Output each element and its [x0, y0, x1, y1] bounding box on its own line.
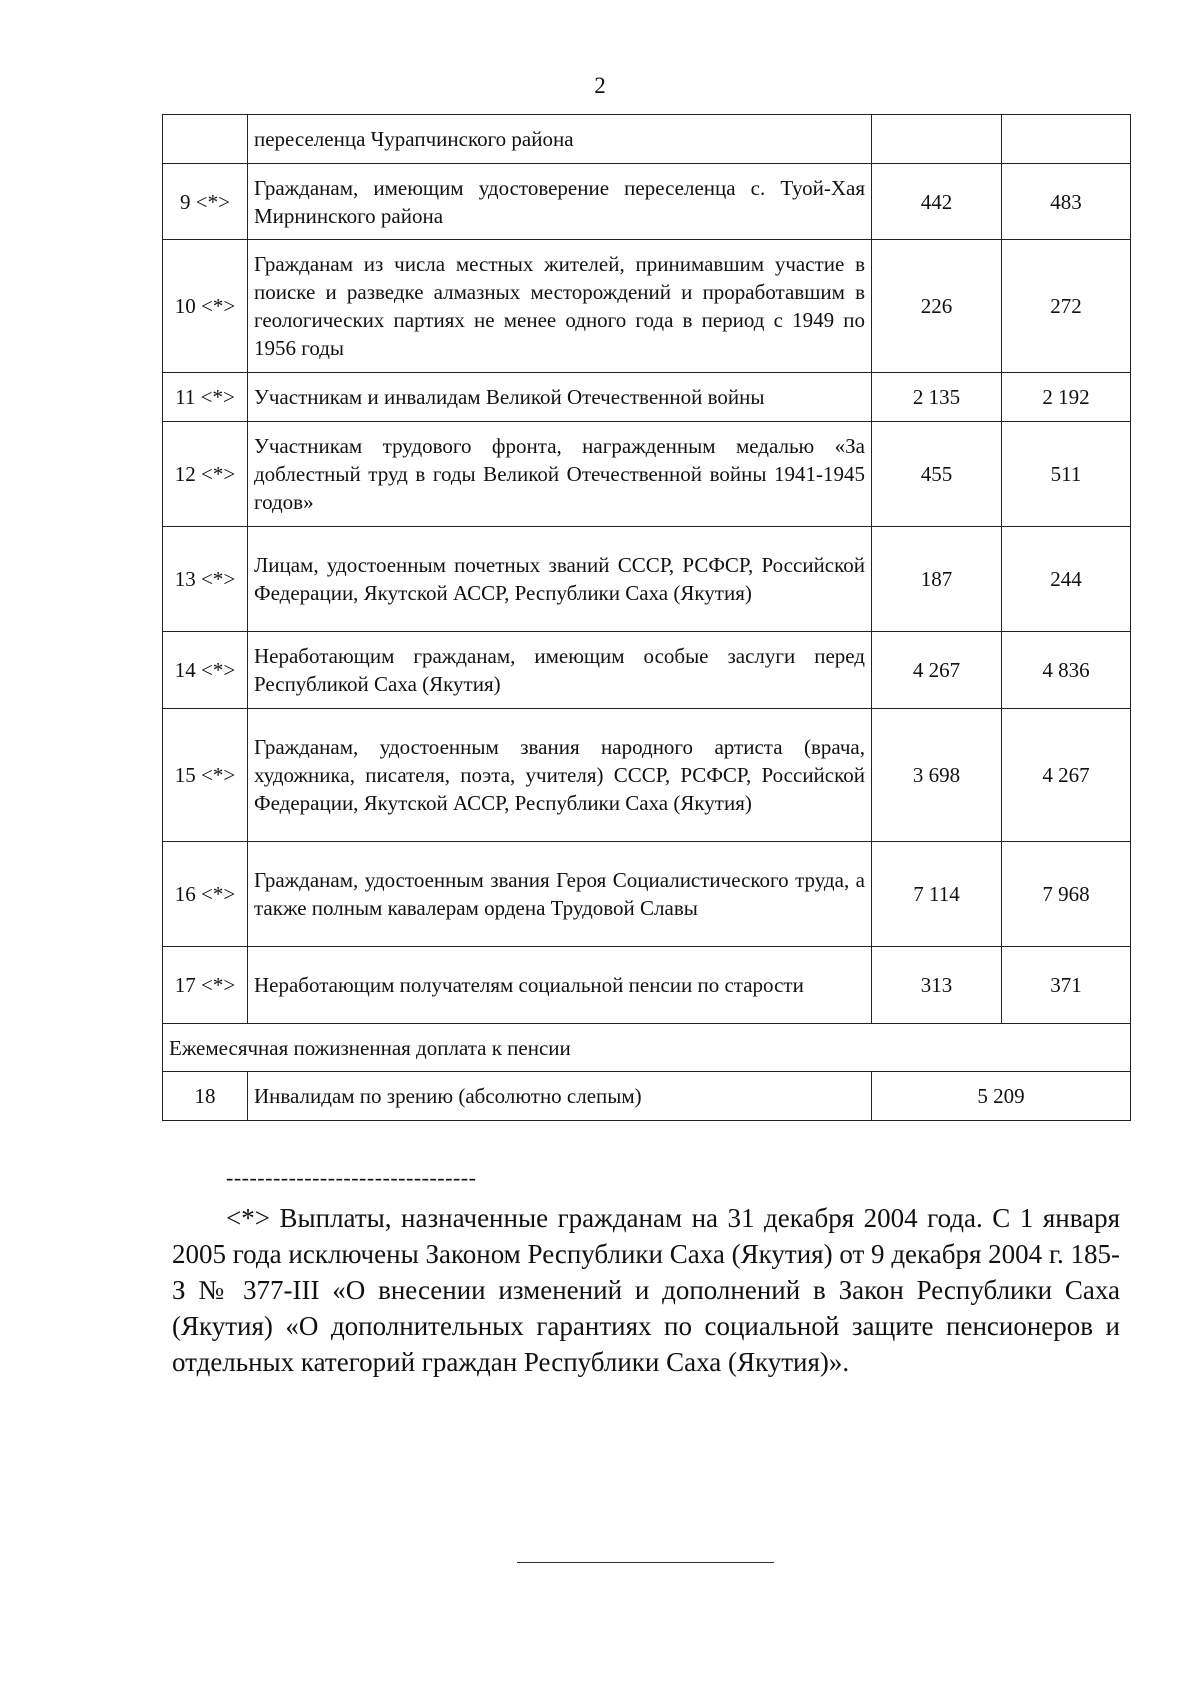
footnote-text: <*> Выплаты, назначенные гражданам на 31 декабря 2004 года. С 1 января 2005 года исключены Законом Республики Саха (Якутия) от 9 декабря 2004 г. 185-З № 377-III «О внесении изменений и дополнений в Закон Республики Саха (Якутия) «О дополнительных гарантиях по социальной защите пенсионеров и отдельных категорий граждан Республики Саха (Якутия)».	[172, 1203, 1120, 1377]
row-number: 17 <*>	[163, 947, 248, 1024]
row-value-2: 4 836	[1002, 632, 1131, 709]
table-row	[163, 164, 1131, 240]
row-number: 14 <*>	[163, 632, 248, 709]
row-value-2: 371	[1002, 947, 1131, 1024]
row-value-merged: 5 209	[872, 1072, 1131, 1121]
row-number: 9 <*>	[163, 164, 248, 240]
table-row	[163, 709, 1131, 842]
table-row	[163, 527, 1131, 632]
end-divider-line	[517, 1562, 774, 1563]
row-value-2: 7 968	[1002, 842, 1131, 947]
footnote-separator: --------------------------------	[226, 1165, 477, 1190]
row-value-1: 442	[872, 164, 1002, 240]
row-value-2: 511	[1002, 422, 1131, 527]
row-value-2: 4 267	[1002, 709, 1131, 842]
row-value-1	[872, 115, 1002, 164]
row-description: Неработающим гражданам, имеющим особые заслуги перед Республикой Саха (Якутия)	[248, 632, 872, 709]
table-row	[163, 842, 1131, 947]
section-title: Ежемесячная пожизненная доплата к пенсии	[163, 1024, 1131, 1072]
row-description: Инвалидам по зрению (абсолютно слепым)	[248, 1072, 872, 1121]
row-value-1: 3 698	[872, 709, 1002, 842]
row-value-2: 483	[1002, 164, 1131, 240]
table-row	[163, 240, 1131, 373]
row-value-1: 226	[872, 240, 1002, 373]
row-value-2: 272	[1002, 240, 1131, 373]
row-number: 12 <*>	[163, 422, 248, 527]
row-number: 11 <*>	[163, 373, 248, 422]
row-number: 16 <*>	[163, 842, 248, 947]
row-number: 13 <*>	[163, 527, 248, 632]
row-value-1: 187	[872, 527, 1002, 632]
row-description: Гражданам, имеющим удостоверение переселенца с. Туой-Хая Мирнинского района	[248, 164, 872, 240]
row-number	[163, 115, 248, 164]
page-number: 2	[594, 73, 606, 98]
row-description: Лицам, удостоенным почетных званий СССР, РСФСР, Российской Федерации, Якутской АССР, Республики Саха (Якутия)	[248, 527, 872, 632]
row-value-2: 244	[1002, 527, 1131, 632]
row-value-1: 7 114	[872, 842, 1002, 947]
row-number: 15 <*>	[163, 709, 248, 842]
table-row	[163, 947, 1131, 1024]
row-value-1: 455	[872, 422, 1002, 527]
row-description: Гражданам из числа местных жителей, принимавшим участие в поиске и разведке алмазных месторождений и проработавшим в геологических партиях не менее одного года в период с 1949 по 1956 годы	[248, 240, 872, 373]
table-row	[163, 422, 1131, 527]
row-value-1: 4 267	[872, 632, 1002, 709]
row-number: 10 <*>	[163, 240, 248, 373]
row-description: Неработающим получателям социальной пенсии по старости	[248, 947, 872, 1024]
pension-supplement-table	[162, 114, 1131, 1121]
row-value-2: 2 192	[1002, 373, 1131, 422]
row-description: Гражданам, удостоенным звания народного артиста (врача, художника, писателя, поэта, учителя) СССР, РСФСР, Российской Федерации, Якутской АССР, Республики Саха (Якутия)	[248, 709, 872, 842]
table-section-row	[163, 1024, 1131, 1072]
row-description: Участникам трудового фронта, награжденным медалью «За доблестный труд в годы Великой Отечественной войны 1941-1945 годов»	[248, 422, 872, 527]
table-row	[163, 115, 1131, 164]
row-description: переселенца Чурапчинского района	[248, 115, 872, 164]
row-description: Гражданам, удостоенным звания Героя Социалистического труда, а также полным кавалерам ордена Трудовой Славы	[248, 842, 872, 947]
row-value-2	[1002, 115, 1131, 164]
table-row	[163, 1072, 1131, 1121]
row-number: 18	[163, 1072, 248, 1121]
row-value-1: 313	[872, 947, 1002, 1024]
row-value-1: 2 135	[872, 373, 1002, 422]
row-description: Участникам и инвалидам Великой Отечественной войны	[248, 373, 872, 422]
table-row	[163, 632, 1131, 709]
table-row	[163, 373, 1131, 422]
